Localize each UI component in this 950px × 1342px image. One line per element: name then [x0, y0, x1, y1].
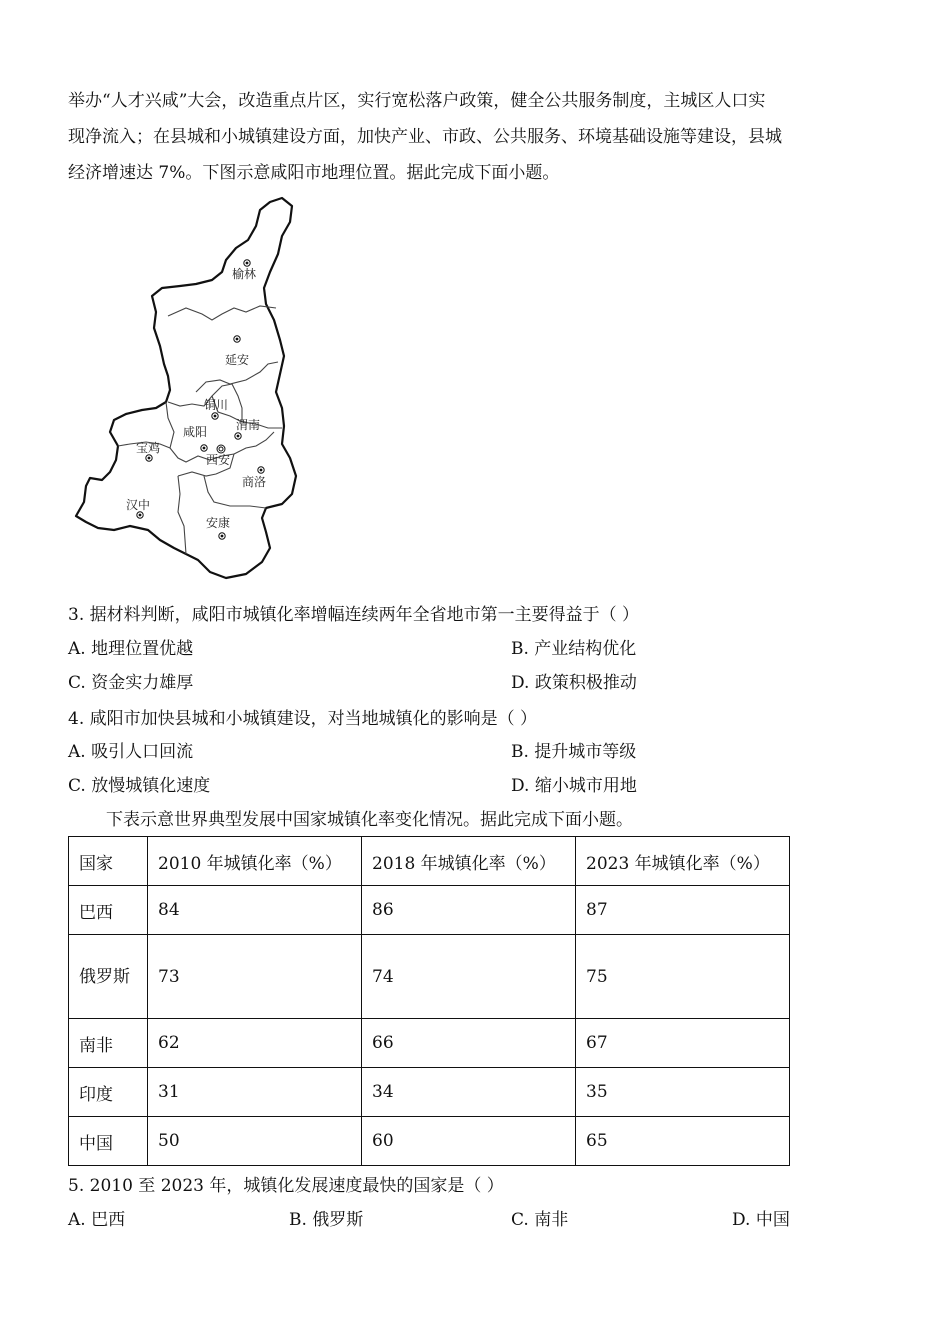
q4-option-b: B. 提升城市等级 [511, 742, 637, 762]
q4-option-c: C. 放慢城镇化速度 [68, 776, 211, 796]
row-2018: 60 [362, 1117, 576, 1166]
row-2010: 31 [148, 1068, 362, 1117]
map-label-hanzhong: 汉中 [126, 498, 151, 512]
city-markers [137, 260, 267, 539]
row-2018: 74 [362, 935, 576, 1019]
row-2018: 34 [362, 1068, 576, 1117]
urbanization-table [68, 836, 790, 1166]
q5-option-d: D. 中国 [732, 1210, 790, 1230]
row-2023: 35 [576, 1068, 790, 1117]
map-label-ankang: 安康 [206, 516, 231, 530]
shaanxi-map [70, 196, 310, 581]
row-2018: 86 [362, 886, 576, 935]
map-label-xianyang: 咸阳 [183, 425, 208, 439]
table-header-row [69, 837, 790, 886]
table-row [69, 886, 790, 935]
q5-option-b: B. 俄罗斯 [289, 1210, 364, 1230]
header-2018: 2018 年城镇化率（%） [362, 837, 576, 886]
row-country: 中国 [69, 1117, 148, 1166]
intro-line-3: 经济增速达 7%。下图示意咸阳市地理位置。据此完成下面小题。 [68, 163, 560, 183]
q3-option-d: D. 政策积极推动 [511, 673, 637, 693]
row-2010: 84 [148, 886, 362, 935]
map-label-weinan: 渭南 [236, 418, 261, 432]
header-country: 国家 [69, 837, 148, 886]
intro-line-2: 现净流入；在县城和小城镇建设方面，加快产业、市政、公共服务、环境基础设施等建设，县城 [68, 127, 782, 147]
q5-option-a: A. 巴西 [68, 1210, 126, 1230]
q4-option-d: D. 缩小城市用地 [511, 776, 637, 796]
row-2010: 62 [148, 1019, 362, 1068]
header-2023: 2023 年城镇化率（%） [576, 837, 790, 886]
row-2023: 65 [576, 1117, 790, 1166]
row-2010: 73 [148, 935, 362, 1019]
q5-option-c: C. 南非 [511, 1210, 569, 1230]
table-row [69, 1068, 790, 1117]
q3-option-c: C. 资金实力雄厚 [68, 673, 194, 693]
table-row [69, 1019, 790, 1068]
q4-option-a: A. 吸引人口回流 [68, 742, 194, 762]
q3-option-a: A. 地理位置优越 [68, 639, 194, 659]
q3-stem: 3. 据材料判断，咸阳市城镇化率增幅连续两年全省地市第一主要得益于（ ） [68, 605, 640, 625]
row-2023: 75 [576, 935, 790, 1019]
intro-line-1: 举办“人才兴咸”大会，改造重点片区，实行宽松落户政策，健全公共服务制度，主城区人口实 [68, 91, 766, 111]
row-country: 南非 [69, 1019, 148, 1068]
q5-stem: 5. 2010 至 2023 年，城镇化发展速度最快的国家是（ ） [68, 1176, 504, 1196]
header-2010: 2010 年城镇化率（%） [148, 837, 362, 886]
table-row [69, 935, 790, 1019]
table-row [69, 1117, 790, 1166]
q4-stem: 4. 咸阳市加快县城和小城镇建设，对当地城镇化的影响是（ ） [68, 709, 538, 729]
row-2010: 50 [148, 1117, 362, 1166]
map-label-yulin: 榆林 [232, 267, 257, 281]
row-2018: 66 [362, 1019, 576, 1068]
map-label-yanan: 延安 [225, 353, 250, 367]
map-label-tongchuan: 铜川 [204, 398, 229, 412]
map-label-shangluo: 商洛 [242, 475, 267, 489]
row-country: 俄罗斯 [69, 935, 148, 1019]
province-outline [76, 198, 296, 578]
row-2023: 87 [576, 886, 790, 935]
map-label-baoji: 宝鸡 [136, 441, 161, 455]
row-country: 巴西 [69, 886, 148, 935]
row-2023: 67 [576, 1019, 790, 1068]
row-country: 印度 [69, 1068, 148, 1117]
map-label-xian: 西安 [206, 453, 231, 467]
table-intro: 下表示意世界典型发展中国家城镇化率变化情况。据此完成下面小题。 [106, 810, 633, 830]
q3-option-b: B. 产业结构优化 [511, 639, 637, 659]
